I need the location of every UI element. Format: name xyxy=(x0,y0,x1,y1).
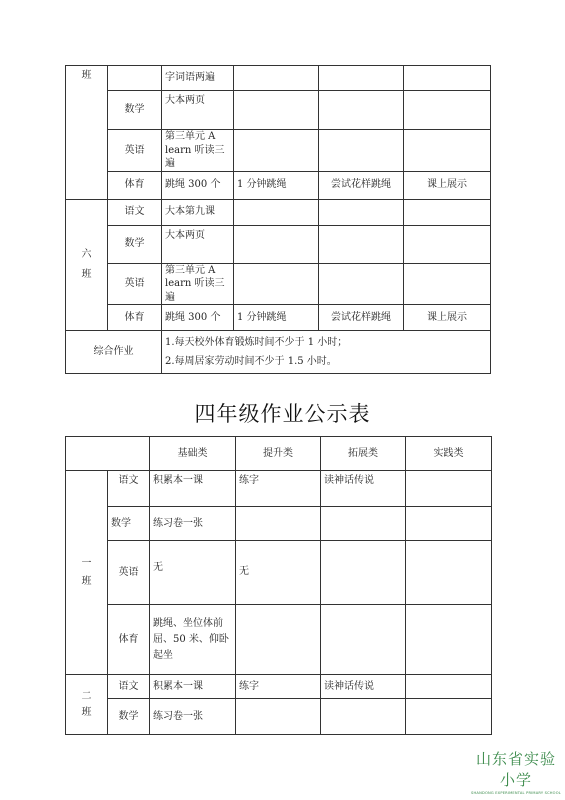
page-title: 四年级作业公示表 xyxy=(194,402,371,426)
expand-cell xyxy=(321,541,406,605)
school-logo-cn: 山东省实验小学 xyxy=(475,750,556,789)
header-cell-empty xyxy=(66,437,150,471)
improve-cell: 1 分钟跳绳 xyxy=(234,171,319,199)
summary-label: 综合作业 xyxy=(66,331,162,374)
subject-cell: 体育 xyxy=(108,305,162,331)
subject-cell: 语文 xyxy=(108,675,150,699)
improve-cell xyxy=(234,225,319,263)
improve-cell xyxy=(236,699,321,735)
expand-cell xyxy=(321,605,406,675)
basic-cell: 大本第九课 xyxy=(162,199,234,225)
subject-cell: 英语 xyxy=(108,130,162,172)
basic-cell xyxy=(162,130,234,172)
practice-cell xyxy=(404,199,491,225)
practice-cell xyxy=(406,699,492,735)
school-logo xyxy=(470,748,562,795)
subject-cell: 体育 xyxy=(108,605,150,675)
subject-cell: 数学 xyxy=(108,91,162,130)
basic-cell: 大本两页 xyxy=(162,225,234,263)
header-expand: 拓展类 xyxy=(321,437,406,471)
subject-cell xyxy=(108,66,162,91)
expand-cell: 尝试花样跳绳 xyxy=(319,305,404,331)
improve-cell xyxy=(234,263,319,305)
basic-line: 第三单元 A xyxy=(165,131,216,142)
class-2-label: 二 班 xyxy=(66,675,108,735)
practice-cell xyxy=(404,263,491,305)
summary-line: 2.每周居家劳动时间不少于 1.5 小时。 xyxy=(165,355,337,367)
basic-cell: 跳绳 300 个 xyxy=(162,171,234,199)
subject-cell: 语文 xyxy=(108,199,162,225)
basic-cell: 积累本一课 xyxy=(150,675,236,699)
header-practice: 实践类 xyxy=(406,437,492,471)
expand-cell xyxy=(319,66,404,91)
improve-cell xyxy=(234,91,319,130)
basic-cell: 练习卷一张 xyxy=(150,507,236,541)
class-5-label: 班 xyxy=(66,66,108,200)
improve-cell: 练字 xyxy=(236,471,321,507)
practice-cell: 课上展示 xyxy=(404,171,491,199)
class-6-label: 六 班 xyxy=(66,199,108,331)
practice-cell xyxy=(406,605,492,675)
practice-cell: 课上展示 xyxy=(404,305,491,331)
basic-line: learn 听读三遍 xyxy=(165,278,225,303)
basic-cell: 跳绳、坐位体前屈、50 米、仰卧起坐 xyxy=(150,605,236,675)
class-1-label: 一 班 xyxy=(66,471,108,675)
practice-cell xyxy=(406,675,492,699)
header-improve: 提升类 xyxy=(236,437,321,471)
improve-cell xyxy=(234,199,319,225)
expand-cell xyxy=(319,225,404,263)
expand-cell xyxy=(321,699,406,735)
practice-cell xyxy=(404,66,491,91)
improve-cell: 无 xyxy=(236,541,321,605)
subject-cell: 语文 xyxy=(108,471,150,507)
subject-cell: 数学 xyxy=(108,699,150,735)
basic-cell: 无 xyxy=(150,541,236,605)
header-basic: 基础类 xyxy=(150,437,236,471)
summary-line: 1.每天校外体育锻炼时间不少于 1 小时； xyxy=(165,337,348,348)
subject-cell: 体育 xyxy=(108,171,162,199)
improve-cell xyxy=(236,507,321,541)
improve-cell xyxy=(234,66,319,91)
expand-cell xyxy=(319,130,404,172)
basic-line: 第三单元 A xyxy=(165,264,216,276)
expand-cell xyxy=(319,199,404,225)
improve-cell: 练字 xyxy=(236,675,321,699)
expand-cell xyxy=(319,91,404,130)
school-logo-en: SHANDONG EXPERIMENTAL PRIMARY SCHOOL xyxy=(471,791,561,795)
expand-cell xyxy=(319,263,404,305)
basic-cell: 字词语两遍 xyxy=(162,66,234,91)
improve-cell xyxy=(236,605,321,675)
expand-cell: 尝试花样跳绳 xyxy=(319,171,404,199)
basic-cell xyxy=(162,263,234,305)
basic-cell: 积累本一课 xyxy=(150,471,236,507)
expand-cell xyxy=(321,507,406,541)
basic-cell: 练习卷一张 xyxy=(150,699,236,735)
improve-cell: 1 分钟跳绳 xyxy=(234,305,319,331)
improve-cell xyxy=(234,130,319,172)
practice-cell xyxy=(406,541,492,605)
expand-cell: 读神话传说 xyxy=(321,471,406,507)
practice-cell xyxy=(404,91,491,130)
homework-table-continued xyxy=(65,65,491,374)
practice-cell xyxy=(406,471,492,507)
subject-cell: 英语 xyxy=(108,263,162,305)
basic-cell: 跳绳 300 个 xyxy=(162,305,234,331)
summary-content xyxy=(162,331,491,374)
subject-cell: 英语 xyxy=(108,541,150,605)
practice-cell xyxy=(406,507,492,541)
subject-cell: 数学 xyxy=(108,225,162,263)
practice-cell xyxy=(404,225,491,263)
basic-line: learn 听读三遍 xyxy=(165,144,225,169)
basic-cell: 大本两页 xyxy=(162,91,234,130)
subject-cell: 数学 xyxy=(108,507,150,541)
practice-cell xyxy=(404,130,491,172)
homework-table-grade4 xyxy=(65,436,492,735)
expand-cell: 读神话传说 xyxy=(321,675,406,699)
